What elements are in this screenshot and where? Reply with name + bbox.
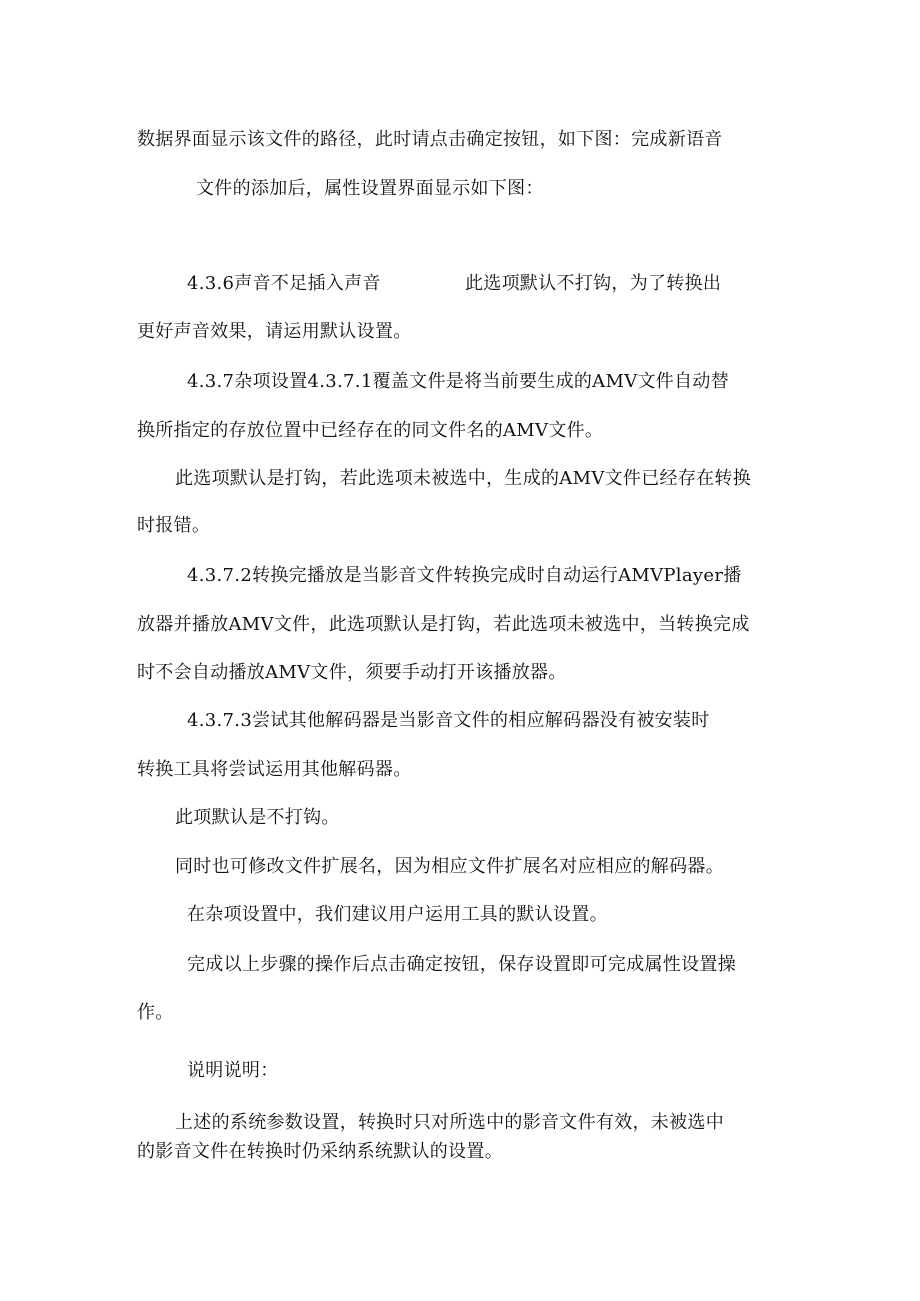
- text-line: 上述的系统参数设置，转换时只对所选中的影音文件有效，未被选中: [175, 1112, 724, 1133]
- text-line: 时不会自动播放AMV文件，须要手动打开该播放器。: [137, 662, 567, 683]
- text-line: 时报错。: [137, 515, 211, 536]
- text-line: 更好声音效果，请运用默认设置。: [137, 321, 412, 342]
- text-line: 此选项默认是打钩，若此选项未被选中，生成的AMV文件已经存在转换: [175, 468, 752, 489]
- text-line: 此项默认是不打钩。: [175, 807, 340, 828]
- text-line: 完成以上步骤的操作后点击确定按钮，保存设置即可完成属性设置操: [187, 954, 736, 975]
- section-heading: 4.3.6声音不足插入声音: [187, 273, 381, 294]
- text-line: 放器并播放AMV文件，此选项默认是打钩，若此选项未被选中，当转换完成: [137, 614, 750, 635]
- text-line: 同时也可修改文件扩展名，因为相应文件扩展名对应相应的解码器。: [175, 856, 724, 877]
- text-line: 在杂项设置中，我们建议用户运用工具的默认设置。: [187, 904, 608, 925]
- text-line: 数据界面显示该文件的路径，此时请点击确定按钮，如下图：完成新语音: [137, 129, 723, 150]
- text-line: 4.3.7杂项设置4.3.7.1覆盖文件是将当前要生成的AMV文件自动替: [187, 371, 729, 392]
- text-line: 的影音文件在转换时仍采纳系统默认的设置。: [137, 1141, 503, 1162]
- text-line: 换所指定的存放位置中已经存在的同文件名的AMV文件。: [137, 420, 604, 441]
- text-line: 作。: [137, 1002, 174, 1023]
- note-heading: 说明说明：: [187, 1060, 279, 1081]
- text-line: 此选项默认不打钩，为了转换出: [465, 273, 722, 294]
- text-line: 4.3.7.2转换完播放是当影音文件转换完成时自动运行AMVPlayer播: [187, 565, 742, 586]
- text-line: 文件的添加后，属性设置界面显示如下图：: [196, 178, 544, 199]
- text-line: 4.3.7.3尝试其他解码器是当影音文件的相应解码器没有被安装时: [187, 710, 710, 731]
- text-line: 转换工具将尝试运用其他解码器。: [137, 759, 412, 780]
